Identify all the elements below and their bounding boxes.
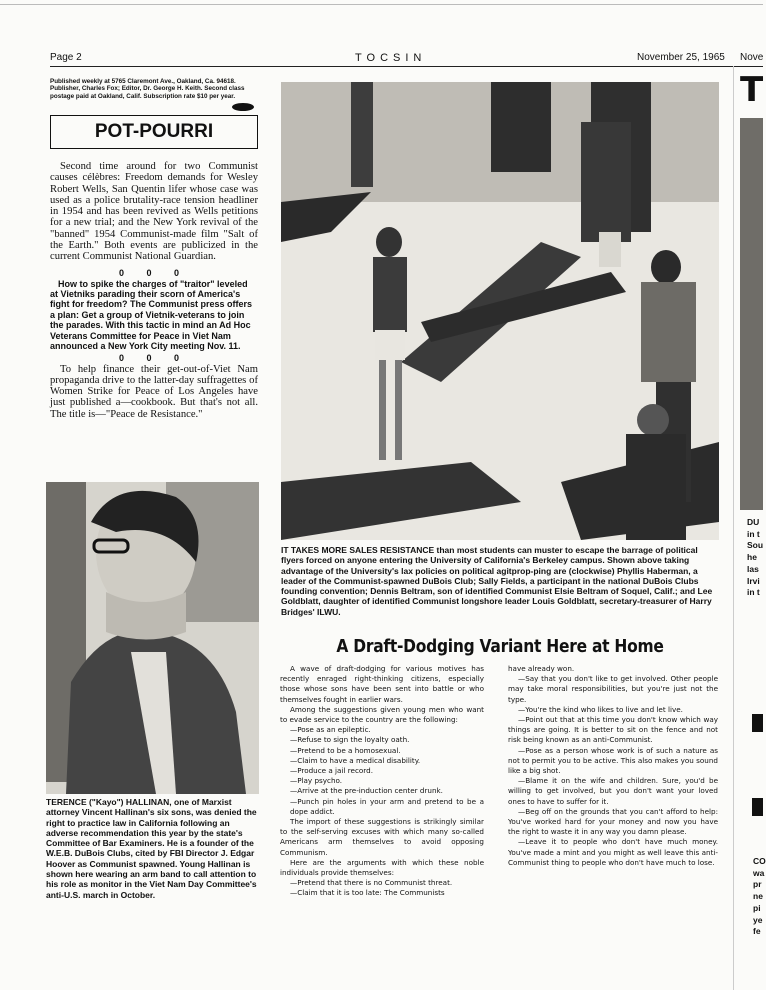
pot-pourri-paragraph-1: Second time around for two Communist causes célèbres: Freedom demands for Wesley Robert Wells, San Quentin lifer whose case was used as a police brutality-race tension headliner in 1954 and has been revived as Wells petitions for a new trial; and the New York revival of the "banned" 1954 Communist-made film "Salt of the Earth." Both events are publicized in the current Communist National Guardian. bbox=[50, 161, 258, 263]
next-page-text-fragment: in t bbox=[747, 587, 760, 598]
next-page-rule bbox=[733, 66, 734, 990]
article-paragraph: —Beg off on the grounds that you can't afford to help: You've worked hard for your money and now you have the right to waste it in any way you damn please. bbox=[508, 806, 718, 837]
paragraph-separator: 0 0 0 bbox=[118, 267, 190, 278]
page-number: Page 2 bbox=[50, 52, 82, 63]
article-paragraph: —Pretend to be a homosexual. bbox=[290, 745, 401, 755]
next-page-text-fragment: in t bbox=[747, 528, 760, 539]
article-paragraph: —Say that you don't like to get involved. Other people may take moral responsibilities, but you're just not the type. bbox=[508, 674, 718, 704]
next-page-marker-2 bbox=[752, 798, 763, 816]
article-column-1 bbox=[280, 664, 484, 899]
next-page-text-fragment: fe bbox=[753, 926, 761, 937]
article-paragraph: —Pretend that there is no Communist threat. bbox=[290, 878, 453, 888]
next-page-photo-fragment bbox=[740, 118, 763, 510]
article-paragraph: —You're the kind who likes to live and let live. bbox=[518, 704, 683, 714]
article-paragraph: —Refuse to sign the loyalty oath. bbox=[290, 735, 410, 745]
hallinan-portrait-image bbox=[46, 482, 259, 794]
article-paragraph: —Point out that at this time you don't know which way things are going. It is better to sit on the fence and not risk being known as an anti-Communist. bbox=[508, 715, 718, 745]
header-rule bbox=[50, 66, 763, 67]
next-page-big-letter: T bbox=[740, 70, 764, 110]
article-column-2 bbox=[508, 664, 718, 868]
paragraph-separator: 0 0 0 bbox=[118, 352, 190, 363]
article-paragraph: —Blame it on the wife and children. Sure, you'd be willing to get involved, but you don't want your loved ones to have to suffer for it. bbox=[508, 776, 718, 806]
next-page-text-fragment: Irvi bbox=[747, 575, 760, 586]
hallinan-photo bbox=[46, 482, 259, 794]
article-paragraph: —Produce a jail record. bbox=[290, 766, 373, 776]
publication-title: TOCSIN bbox=[355, 52, 427, 64]
article-paragraph: —Play psycho. bbox=[290, 776, 343, 786]
pot-pourri-column bbox=[50, 161, 258, 420]
masthead-info: Published weekly at 5765 Claremont Ave., Oakland, Ca. 94618. Publisher, Charles Fox; Editor, Dr. George H. Keith. Second class postage paid at Oakland, Calif. Subscription rate $10 per year. bbox=[50, 78, 245, 100]
article-paragraph: —Punch pin holes in your arm and pretend to be a dope addict. bbox=[290, 796, 484, 816]
hallinan-caption: TERENCE ("Kayo") HALLINAN, one of Marxist attorney Vincent Hallinan's six sons, was denied the right to practice law in California following an adverse recommendation this year by the state's Committee of Bar Examiners. He is a founder of the W.E.B. DuBois Clubs, cited by FBI Director J. Edgar Hoover as Communist spawned. Young Hallinan is shown here wearing an arm band to call attention to his role as monitor in the Viet Nam Day Committee's anti-U.S. march in October. bbox=[46, 797, 257, 900]
article-paragraph: —Claim to have a medical disability. bbox=[290, 755, 421, 765]
pot-pourri-paragraph-2: How to spike the charges of "traitor" leveled at Vietniks parading their scorn of America's fight for freedom? The Communist press offers a plan: Get a group of Vietnik-veterans to join the parades. With this tactic in mind an Ad Hoc Veterans Committee for Peace in Viet Nam announced a New York City meeting Nov. 11. bbox=[50, 278, 253, 352]
next-page-text-fragment: CO bbox=[753, 856, 766, 866]
next-page-fragments-bottom bbox=[753, 856, 766, 938]
next-page-text-fragment: pi bbox=[753, 902, 761, 913]
next-page-header-fragment: Nove bbox=[740, 52, 764, 63]
article-headline: A Draft-Dodging Variant Here at Home bbox=[336, 636, 664, 657]
next-page-text-fragment: he bbox=[747, 552, 757, 563]
campus-caption: IT TAKES MORE SALES RESISTANCE than most students can muster to escape the barrage of political flyers forced on anyone entering the University of California's Berkeley campus. Shown above taking advantage of the University's lax policies on political agitprop-ping are (clockwise) Phyllis Haberman, a leader of the Communist-spawned DuBois Club; Sally Fields, a participant in the national DuBois Clubs founding convention; Dennis Beltram, son of identified Communist Elsie Beltram of Soquel, Calif.; and Lee Goldblatt, daughter of identified Communist longshore leader Louis Goldblatt, secretary-treasurer of Harry Bridges' ILWU. bbox=[281, 545, 713, 617]
article-paragraph: —Arrive at the pre-induction center drunk. bbox=[290, 786, 443, 796]
pot-pourri-heading: POT-POURRI bbox=[50, 115, 258, 149]
campus-leafleting-image bbox=[281, 82, 719, 540]
article-paragraph: —Claim that it is too late: The Communists bbox=[290, 888, 445, 898]
article-paragraph: A wave of draft-dodging for various motives has recently enraged right-thinking citizens, especially those whose sons have been sent into battle or who themselves fought in earlier wars. bbox=[280, 664, 484, 704]
article-paragraph: The import of these suggestions is strikingly similar to the self-serving excuses with which many so-called Americans arm themselves to avoid opposing Communism. bbox=[280, 817, 484, 857]
article-paragraph: Here are the arguments with which these noble individuals provide themselves: bbox=[280, 857, 484, 878]
next-page-marker-1 bbox=[752, 714, 763, 732]
page-fold bbox=[0, 4, 763, 5]
article-paragraph: —Pose as an epileptic. bbox=[290, 725, 371, 735]
campus-photo bbox=[281, 82, 719, 540]
issue-date: November 25, 1965 bbox=[637, 52, 725, 63]
next-page-text-fragment: wa bbox=[753, 867, 765, 878]
next-page-text-fragment: Sou bbox=[747, 540, 764, 551]
article-paragraph: have already won. bbox=[508, 664, 575, 673]
article-paragraph: Among the suggestions given young men who want to evade service to the country are the following: bbox=[280, 704, 484, 725]
next-page-text-fragment: las bbox=[747, 563, 759, 574]
pot-pourri-paragraph-3: To help finance their get-out-of-Viet Nam propaganda drive to the latter-day suffragettes of Women Strike for Peace of Los Angeles have just published a—cookbook. But that's not all. The title is—"Peace de Resistance." bbox=[50, 363, 258, 420]
article-paragraph: —Leave it to people who don't have much money. You've made a mint and you might as well leave this anti-Communist thing to people who don't have much to lose. bbox=[508, 837, 718, 867]
union-bug-icon bbox=[232, 103, 254, 111]
next-page-text-fragment: DU bbox=[747, 517, 760, 527]
next-page-text-fragment: ne bbox=[753, 891, 763, 902]
next-page-text-fragment: pr bbox=[753, 879, 762, 890]
article-paragraph: —Pose as a person whose work is of such a nature as not to permit you to be active. This also makes you sound like a big shot. bbox=[508, 745, 718, 776]
next-page-text-fragment: ye bbox=[753, 914, 763, 925]
next-page-fragments-top bbox=[747, 517, 763, 599]
